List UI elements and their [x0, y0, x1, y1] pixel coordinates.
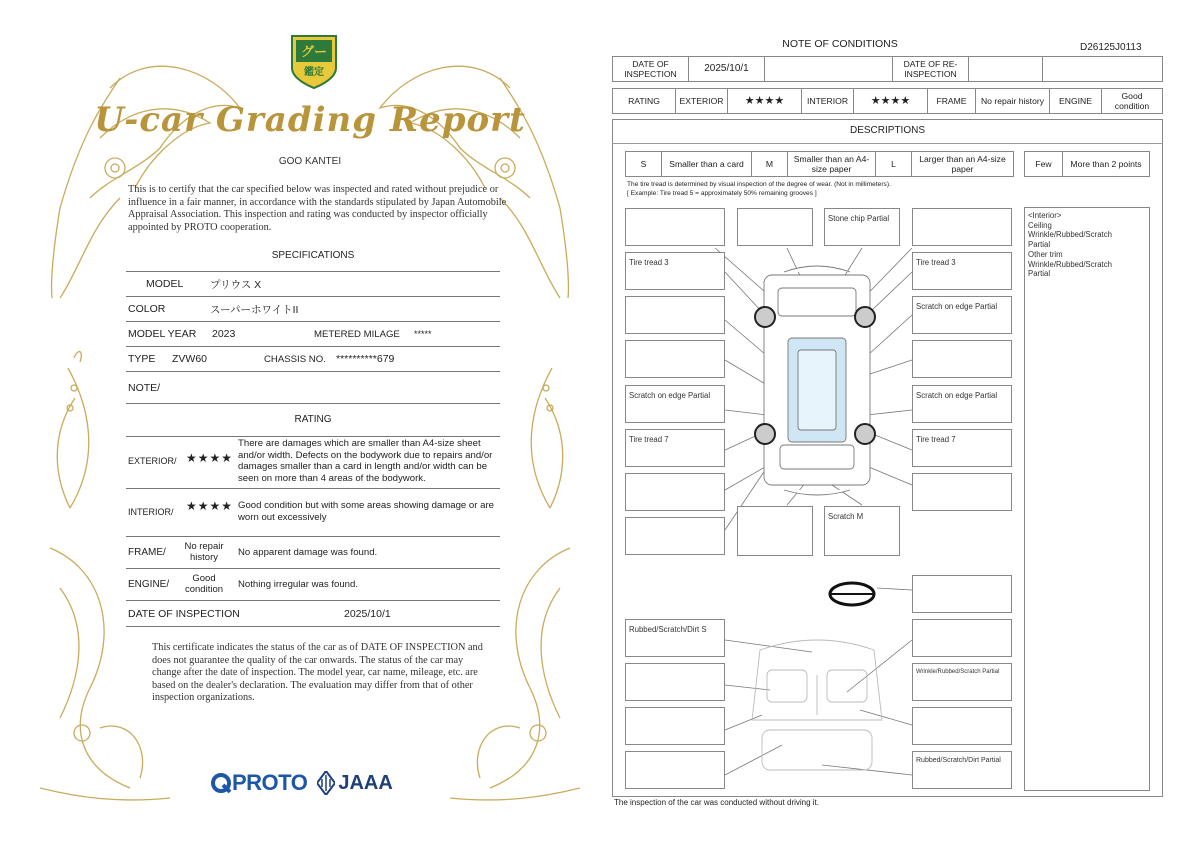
- damage-box-right-front-door: [912, 340, 1012, 378]
- damage-box-right-rocker: Scratch on edge Partial: [912, 385, 1012, 423]
- interior-notes-list: [1024, 207, 1150, 791]
- legend-m-desc: Smaller than an A4-size paper: [788, 152, 876, 177]
- damage-box-tire-front-right: Tire tread 3: [912, 252, 1012, 290]
- frame-value-cell: No repair history: [976, 89, 1050, 114]
- damage-box-front-bumper-left: [737, 208, 813, 246]
- model-value: プリウス X: [210, 278, 262, 291]
- interior-stars: ★★★★: [186, 499, 234, 513]
- document-number: D26125J0113: [1080, 42, 1142, 53]
- legend-m: M: [752, 152, 788, 177]
- descriptions-title: DESCRIPTIONS: [612, 119, 1163, 144]
- few-legend: [1024, 151, 1150, 177]
- spec-row-color: [126, 297, 500, 322]
- logos: [210, 768, 410, 798]
- interior-note-line: Other trim: [1028, 249, 1063, 259]
- proto-logo-text: PROTO: [232, 770, 308, 795]
- rating-row-date: [126, 601, 500, 627]
- note-label: NOTE/: [128, 381, 161, 394]
- inspection-date-value: 2025/10/1: [344, 607, 391, 620]
- exterior-label: EXTERIOR/: [128, 456, 177, 466]
- damage-box-front-right-corner: [912, 208, 1012, 246]
- damage-box-left-fender: [625, 296, 725, 334]
- spec-row-note: [126, 372, 500, 404]
- damage-box-front-seat-left: [625, 663, 725, 701]
- svg-text:グー: グー: [300, 45, 328, 60]
- damage-box-rear-seat-right: Rubbed/Scratch/Dirt Partial: [912, 751, 1012, 789]
- damage-box-front-left-corner: [625, 208, 725, 246]
- legend-s-desc: Smaller than a card: [662, 152, 752, 177]
- interior-note-line: Wrinkle/Rubbed/Scratch: [1028, 259, 1112, 269]
- type-value: ZVW60: [172, 353, 208, 365]
- note-title: NOTE OF CONDITIONS: [782, 38, 898, 50]
- damage-box-front-seat-right: Wrinkle/Rubbed/Scratch Partial: [912, 663, 1012, 701]
- legend-l-desc: Larger than an A4-size paper: [912, 152, 1014, 177]
- certificate-subtitle: GOO KANTEI: [278, 156, 342, 167]
- damage-box-tire-front-left: Tire tread 3: [625, 252, 725, 290]
- damage-box-left-quarter: [625, 473, 725, 511]
- spec-row-type: [126, 347, 500, 372]
- damage-box-interior-right-3: [912, 707, 1012, 745]
- inspection-date-table: [612, 56, 1163, 82]
- damage-box-trunk: Scratch M: [824, 506, 900, 556]
- certificate-title: U-car Grading Report: [94, 100, 526, 140]
- engine-value: Good condition: [184, 573, 224, 595]
- frame-value: No repair history: [184, 541, 224, 563]
- rating-row-interior: [126, 489, 500, 537]
- interior-note-line: <Interior>: [1028, 211, 1062, 220]
- tire-tread-note: [627, 180, 891, 198]
- exterior-stars: ★★★★: [186, 451, 234, 465]
- size-legend: [625, 151, 1014, 177]
- damage-box-left-rocker: Scratch on edge Partial: [625, 385, 725, 423]
- rating-row-engine: [126, 569, 500, 601]
- rating-row-exterior: [126, 437, 500, 489]
- engine-description: Nothing irregular was found.: [238, 579, 358, 590]
- grading-certificate: [40, 28, 580, 814]
- rating-table: [612, 88, 1163, 114]
- proto-mark-icon: [210, 772, 232, 794]
- date-value-cell: 2025/10/1: [689, 57, 765, 82]
- spec-row-model: [126, 272, 500, 297]
- chassis-value: **********679: [336, 353, 395, 365]
- steering-wheel-icon: [830, 583, 874, 605]
- damage-box-dashboard: Rubbed/Scratch/Dirt S: [625, 619, 725, 657]
- rating-label-cell: RATING: [613, 89, 676, 114]
- frame-label: FRAME/: [128, 547, 166, 558]
- engine-label: ENGINE/: [128, 579, 170, 590]
- damage-box-right-quarter: [912, 473, 1012, 511]
- damage-box-left-front-door: [625, 340, 725, 378]
- damage-box-tire-rear-right: Tire tread 7: [912, 429, 1012, 467]
- driving-disclaimer: The inspection of the car was conducted without driving it.: [614, 798, 819, 807]
- legend-l: L: [876, 152, 912, 177]
- tire-note-line-1: The tire tread is determined by visual inspection of the degree of wear. (Not in millimeters).: [627, 181, 891, 188]
- damage-box-steering: [912, 575, 1012, 613]
- svg-text:鑑定: 鑑定: [304, 67, 324, 78]
- mileage-value: *****: [414, 329, 432, 339]
- interior-label: INTERIOR/: [128, 507, 174, 517]
- proto-logo: [210, 770, 307, 796]
- reinspection-label-cell: DATE OF RE-INSPECTION: [893, 57, 969, 82]
- engine-label-cell: ENGINE: [1050, 89, 1102, 114]
- chassis-label: CHASSIS NO.: [264, 353, 326, 365]
- frame-description: No apparent damage was found.: [238, 547, 378, 558]
- damage-box-rear-seat-left: [625, 751, 725, 789]
- interior-note-line: Partial: [1028, 269, 1051, 279]
- reinspection-value-cell: [969, 57, 1043, 82]
- rating-row-frame: [126, 537, 500, 569]
- date-label-cell: DATE OF INSPECTION: [613, 57, 689, 82]
- model-label: MODEL: [146, 278, 184, 290]
- goo-kantei-badge-icon: [288, 32, 340, 90]
- damage-box-interior-left-3: [625, 707, 725, 745]
- certificate-disclaimer: This certificate indicates the status of the car as of DATE OF INSPECTION and does not guarantee the quality of the car onwards. The status of the car may change after the date of inspection. The model year, car name, mileage, etc. are based on the dealer's declaration. The evaluation may differ from that of other inspection organizations.: [152, 642, 483, 703]
- specifications-heading: SPECIFICATIONS: [271, 250, 355, 261]
- color-value: スーパーホワイトII: [210, 303, 299, 316]
- damage-box-hood: Stone chip Partial: [824, 208, 900, 246]
- type-label: TYPE: [128, 353, 156, 365]
- jaaa-logo-text: JAAA: [338, 771, 393, 794]
- mileage-label: METERED MILAGE: [314, 328, 400, 340]
- frame-label-cell: FRAME: [928, 89, 976, 114]
- interior-label-cell: INTERIOR: [802, 89, 854, 114]
- interior-description: Good condition but with some areas showing damage or are worn out excessively: [238, 500, 494, 523]
- spec-row-year: [126, 322, 500, 347]
- interior-note-line: Partial: [1028, 240, 1051, 250]
- damage-box-right-fender: Scratch on edge Partial: [912, 296, 1012, 334]
- interior-stars-cell: ★★★★: [854, 89, 928, 114]
- damage-box-interior-right-1: [912, 619, 1012, 657]
- exterior-label-cell: EXTERIOR: [676, 89, 728, 114]
- rating-heading: RATING: [294, 414, 332, 425]
- damage-box-rear-bumper: [737, 506, 813, 556]
- legend-few-desc: More than 2 points: [1063, 152, 1150, 177]
- car-top-view: [764, 266, 870, 495]
- interior-note-line: Ceiling: [1028, 220, 1052, 230]
- jaaa-logo: [317, 771, 392, 795]
- exterior-description: There are damages which are smaller than A4-size sheet and/or width. Defects on the bodywork due to repairs and/or damages smaller than a card in length and/or width can be seen on more than 4 areas of the bodywork.: [238, 438, 493, 484]
- certificate-intro: This is to certify that the car specified below was inspected and rated without prejudice or influence in a fair manner, in accordance with the standards stipulated by Japan Automobile Appraisal Association. This inspection and rating was conducted by inspector officially appointed by PROTO cooperation.: [128, 184, 507, 233]
- jaaa-mark-icon: [317, 771, 335, 795]
- interior-note-line: Wrinkle/Rubbed/Scratch: [1028, 230, 1112, 240]
- legend-few: Few: [1025, 152, 1063, 177]
- damage-box-tire-rear-left: Tire tread 7: [625, 429, 725, 467]
- legend-s: S: [626, 152, 662, 177]
- exterior-stars-cell: ★★★★: [728, 89, 802, 114]
- blank-cell-1: [765, 57, 893, 82]
- damage-box-rear-left: [625, 517, 725, 555]
- blank-cell-2: [1043, 57, 1163, 82]
- color-label: COLOR: [128, 303, 166, 315]
- engine-value-cell: Good condition: [1102, 89, 1163, 114]
- tire-note-line-2: [ Example: Tire tread 5 = approximately 50% remaining grooves ]: [627, 190, 817, 197]
- inspection-date-label: DATE OF INSPECTION: [128, 607, 240, 620]
- year-label: MODEL YEAR: [128, 328, 197, 340]
- year-value: 2023: [212, 328, 236, 340]
